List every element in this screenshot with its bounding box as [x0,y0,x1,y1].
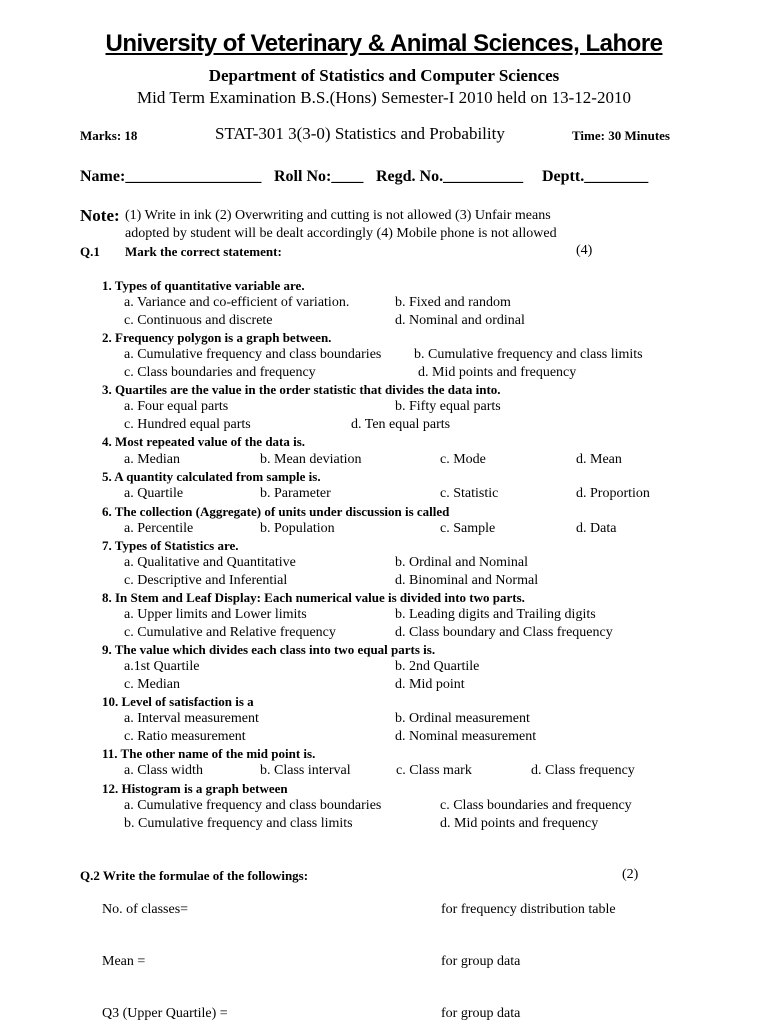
option: c. Descriptive and Inferential [124,573,288,588]
option: a. Class width [124,763,203,778]
option: b. Fixed and random [395,295,511,310]
option: b. Cumulative frequency and class limits [124,816,353,831]
question-9: 9. The value which divides each class into two equal parts is. [102,642,436,657]
note-line-2: adopted by student will be dealt accordingly (4) Mobile phone is not allowed [125,226,557,241]
note-line-1: (1) Write in ink (2) Overwriting and cutting is not allowed (3) Unfair means [125,208,551,223]
option: d. Nominal measurement [395,729,537,744]
option: b. Fifty equal parts [395,399,501,414]
roll-field: Roll No:____ [274,168,364,185]
q2-title: Q.2 Write the formulae of the followings: [80,868,309,883]
q2-marks: (2) [622,867,639,882]
option: a. Upper limits and Lower limits [124,607,307,622]
question-6: 6. The collection (Aggregate) of units under discussion is called [102,504,450,519]
question-8: 8. In Stem and Leaf Display: Each numerical value is divided into two parts. [102,590,525,605]
q1-marks: (4) [576,243,593,258]
option: c. Class boundaries and frequency [440,798,632,813]
formula-context: for group data [441,954,521,969]
q1-number: Q.1 [80,244,100,259]
option: d. Nominal and ordinal [395,313,525,328]
option: a.1st Quartile [124,659,200,674]
question-4: 4. Most repeated value of the data is. [102,434,306,449]
option: b. Cumulative frequency and class limits [414,347,643,362]
name-field: Name:_________________ [80,168,262,185]
option: a. Four equal parts [124,399,229,414]
option: a. Median [124,452,180,467]
question-7: 7. Types of Statistics are. [102,538,239,553]
option: c. Statistic [440,486,499,501]
option: a. Qualitative and Quantitative [124,555,296,570]
time-label: Time: 30 Minutes [572,128,670,143]
option: d. Mid point [395,677,465,692]
option: c. Ratio measurement [124,729,246,744]
option: d. Class boundary and Class frequency [395,625,613,640]
option: d. Proportion [576,486,650,501]
option: d. Data [576,521,617,536]
question-12: 12. Histogram is a graph between [102,781,288,796]
option: c. Class boundaries and frequency [124,365,316,380]
marks-label: Marks: 18 [80,128,138,143]
option: b. 2nd Quartile [395,659,480,674]
option: b. Population [260,521,335,536]
option: c. Continuous and discrete [124,313,273,328]
deptt-field: Deptt.________ [542,168,649,185]
formula-label: Mean = [102,954,146,969]
formula-label: Q3 (Upper Quartile) = [102,1006,228,1021]
option: d. Class frequency [531,763,635,778]
formula-context: for frequency distribution table [441,902,616,917]
option: d. Binominal and Normal [395,573,539,588]
option: c. Mode [440,452,486,467]
option: d. Mid points and frequency [418,365,577,380]
regd-field: Regd. No.__________ [376,168,524,185]
option: b. Class interval [260,763,351,778]
option: b. Ordinal measurement [395,711,530,726]
option: c. Class mark [396,763,472,778]
question-2: 2. Frequency polygon is a graph between. [102,330,332,345]
question-1: 1. Types of quantitative variable are. [102,278,305,293]
course-title: STAT-301 3(3-0) Statistics and Probability [215,124,505,143]
option: c. Hundred equal parts [124,417,251,432]
option: a. Quartile [124,486,184,501]
option: b. Parameter [260,486,331,501]
option: a. Cumulative frequency and class boundaries [124,347,382,362]
question-5: 5. A quantity calculated from sample is. [102,469,321,484]
question-10: 10. Level of satisfaction is a [102,694,254,709]
university-title: University of Veterinary & Animal Sciences, Lahore [105,30,663,57]
formula-context: for group data [441,1006,521,1021]
option: b. Ordinal and Nominal [395,555,528,570]
option: c. Cumulative and Relative frequency [124,625,336,640]
option: d. Mean [576,452,622,467]
department-title: Department of Statistics and Computer Sciences [208,66,560,85]
q1-title: Mark the correct statement: [125,244,282,259]
option: c. Median [124,677,180,692]
question-11: 11. The other name of the mid point is. [102,746,316,761]
option: a. Cumulative frequency and class boundaries [124,798,382,813]
option: a. Interval measurement [124,711,259,726]
question-3: 3. Quartiles are the value in the order statistic that divides the data into. [102,382,501,397]
option: a. Percentile [124,521,194,536]
option: c. Sample [440,521,496,536]
note-label: Note: [80,206,120,225]
option: b. Leading digits and Trailing digits [395,607,596,622]
exam-title: Mid Term Examination B.S.(Hons) Semester-I 2010 held on 13-12-2010 [137,88,631,107]
option: d. Ten equal parts [351,417,451,432]
option: a. Variance and co-efficient of variation. [124,295,350,310]
formula-label: No. of classes= [102,902,189,917]
option: d. Mid points and frequency [440,816,599,831]
option: b. Mean deviation [260,452,362,467]
